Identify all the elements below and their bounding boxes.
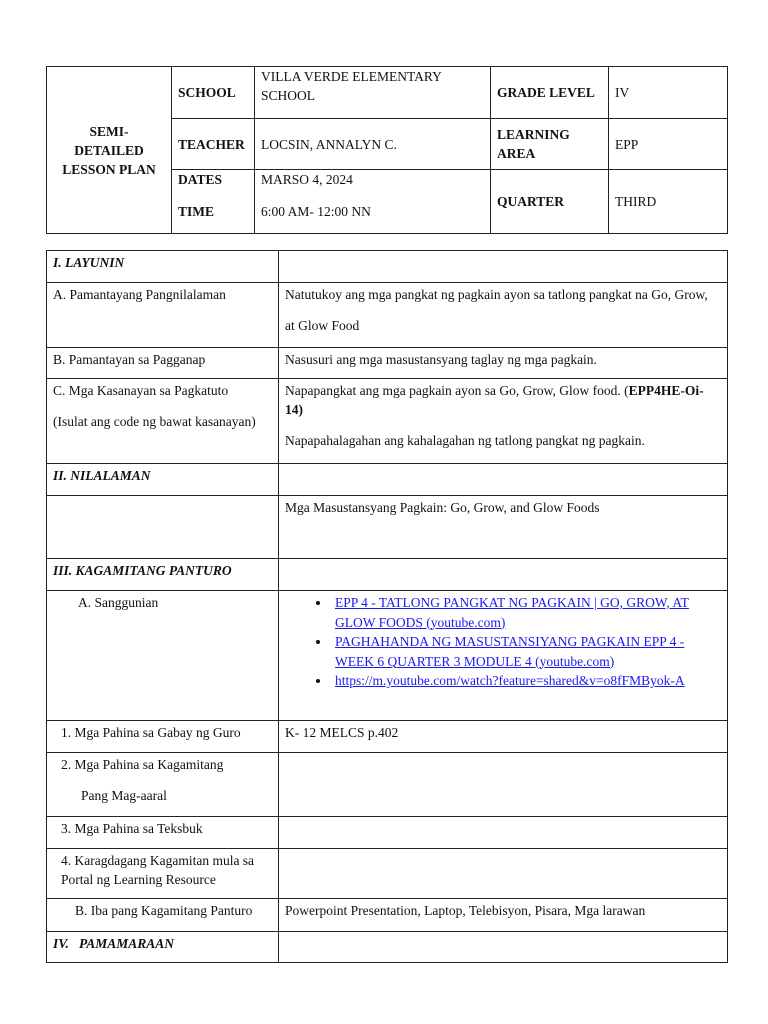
gabay-guro-value: K- 12 MELCS p.402	[279, 721, 728, 753]
kagamitang-mag-aaral-value	[279, 753, 728, 817]
karagdagang-kagamitan-label: 4. Karagdagang Kagamitan mula sa Portal ng Learning Resource	[47, 849, 279, 899]
pamantayang-line1: Natutukoy ang mga pangkat ng pagkain ayon sa tatlong pangkat na Go, Grow,	[285, 287, 708, 302]
school-label: SCHOOL	[172, 67, 255, 119]
lesson-plan-title: SEMI- DETAILED LESSON PLAN	[47, 67, 172, 234]
grade-level-label: GRADE LEVEL	[491, 67, 609, 119]
kasanayan-label	[47, 379, 279, 464]
kagamitang-mag-aaral-label	[47, 753, 279, 817]
karagdagang-kagamitan-value	[279, 849, 728, 899]
pamantayan-pagganap-value: Nasusuri ang mga masustansyang taglay ng mga pagkain.	[279, 348, 728, 379]
section-pamamaraan: IV. PAMAMARAAN	[47, 932, 279, 963]
kagamitang-mag-aaral-line2: Pang Mag-aaral	[81, 788, 167, 803]
dates-time-values	[255, 170, 491, 234]
reference-link-youtube-url[interactable]: https://m.youtube.com/watch?feature=shared&v=o8fFMByok-A	[335, 673, 685, 688]
teacher-value: LOCSIN, ANNALYN C.	[255, 119, 491, 170]
section-pamamaraan-empty	[279, 932, 728, 963]
reference-link-paghahanda[interactable]: PAGHAHANDA NG MASUSTANSIYANG PAGKAIN EPP 4 - WEEK 6 QUARTER 3 MODULE 4 (youtube.com)	[335, 634, 685, 669]
pamantayan-pagganap-label: B. Pamantayan sa Pagganap	[47, 348, 279, 379]
section-layunin-empty	[279, 251, 728, 283]
gabay-guro-label: 1. Mga Pahina sa Gabay ng Guro	[47, 721, 279, 753]
pamantayang-pangnilalaman-label: A. Pamantayang Pangnilalaman	[47, 283, 279, 348]
sanggunian-label: A. Sanggunian	[47, 591, 279, 721]
section-nilalaman-empty	[279, 464, 728, 496]
kasanayan-value	[279, 379, 728, 464]
kasanayan-code: EPP4HE-Oi-14)	[285, 383, 704, 417]
pamantayang-line2: at Glow Food	[285, 318, 360, 333]
kasanayan-value-line2: Napapahalagahan ang kahalagahan ng tatlong pangkat ng pagkain.	[285, 433, 645, 448]
section-kagamitan-empty	[279, 559, 728, 591]
grade-level-value: IV	[609, 67, 728, 119]
section-layunin: I. LAYUNIN	[47, 251, 279, 283]
reference-link-tatlong-pangkat[interactable]: EPP 4 - TATLONG PANGKAT NG PAGKAIN | GO, GROW, AT GLOW FOODS (youtube.com)	[335, 595, 689, 630]
reference-item	[331, 593, 721, 632]
dates-label: DATES	[178, 172, 223, 187]
lesson-plan-body-table	[46, 250, 728, 963]
teksbuk-label: 3. Mga Pahina sa Teksbuk	[47, 817, 279, 849]
school-value: VILLA VERDE ELEMENTARY SCHOOL	[255, 67, 491, 119]
kasanayan-label-line1: C. Mga Kasanayan sa Pagkatuto	[53, 383, 229, 398]
time-value: 6:00 AM- 12:00 NN	[261, 204, 371, 219]
learning-area-label: LEARNING AREA	[491, 119, 609, 170]
quarter-label: QUARTER	[491, 170, 609, 234]
nilalaman-empty-label	[47, 496, 279, 559]
kasanayan-text: Napapangkat ang mga pagkain ayon sa Go, Grow, Glow food. (	[285, 383, 629, 398]
iba-pang-kagamitan-label: B. Iba pang Kagamitang Panturo	[47, 899, 279, 932]
kasanayan-label-line2: (Isulat ang code ng bawat kasanayan)	[53, 414, 256, 429]
nilalaman-value: Mga Masustansyang Pagkain: Go, Grow, and Glow Foods	[279, 496, 728, 559]
sanggunian-references	[279, 591, 728, 721]
quarter-value: THIRD	[609, 170, 728, 234]
dates-time-labels	[172, 170, 255, 234]
learning-area-value: EPP	[609, 119, 728, 170]
teacher-label: TEACHER	[172, 119, 255, 170]
iba-pang-kagamitan-value: Powerpoint Presentation, Laptop, Telebisyon, Pisara, Mga larawan	[279, 899, 728, 932]
lesson-plan-header-table	[46, 66, 728, 234]
pamantayang-pangnilalaman-value	[279, 283, 728, 348]
reference-list	[285, 593, 721, 691]
time-label: TIME	[178, 204, 215, 219]
teksbuk-value	[279, 817, 728, 849]
reference-item	[331, 671, 721, 691]
section-kagamitang-panturo: III. KAGAMITANG PANTURO	[47, 559, 279, 591]
section-nilalaman: II. NILALAMAN	[47, 464, 279, 496]
reference-item	[331, 632, 721, 671]
kasanayan-value-line1	[285, 381, 721, 419]
kagamitang-mag-aaral-line1: 2. Mga Pahina sa Kagamitang	[61, 757, 224, 772]
dates-value: MARSO 4, 2024	[261, 172, 353, 187]
